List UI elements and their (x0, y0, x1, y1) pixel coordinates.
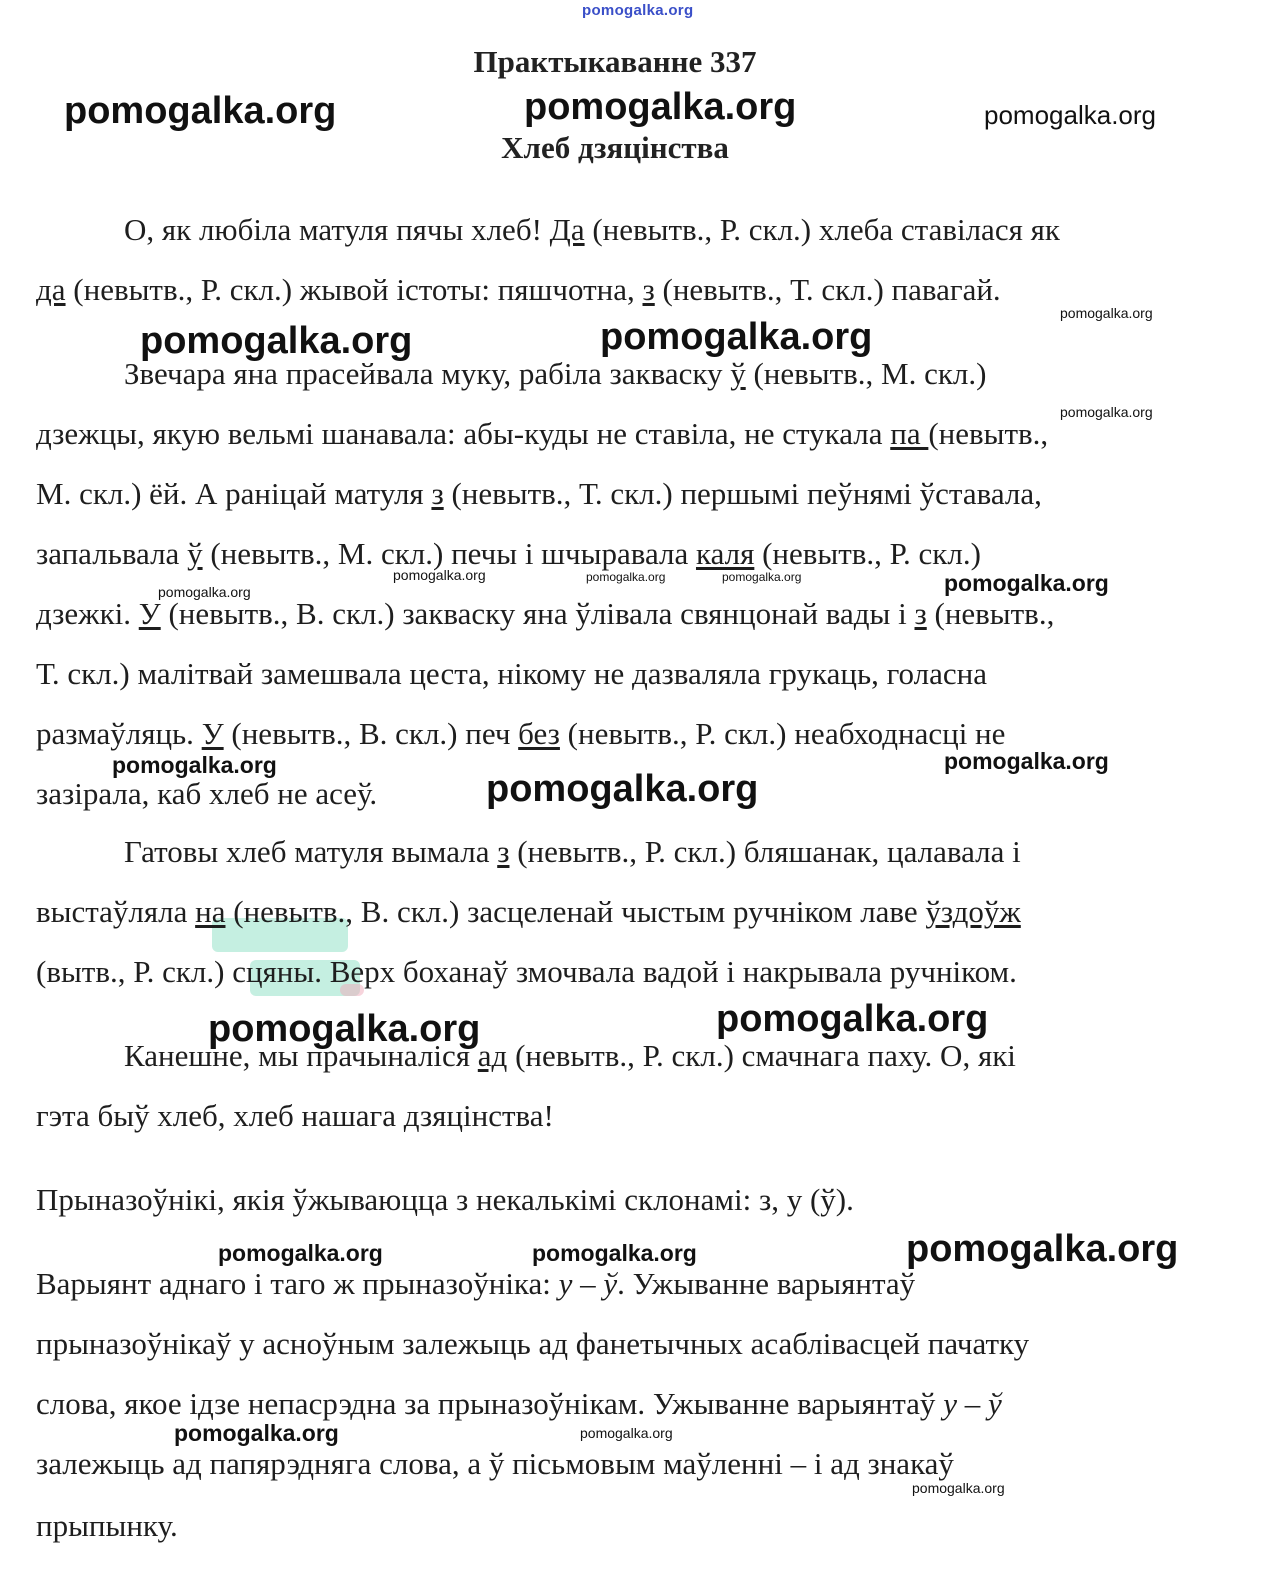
exercise-title: Практыкаванне 337 (473, 44, 757, 79)
watermark: pomogalka.org (912, 1480, 1005, 1496)
text-line: О, як любіла матуля пячы хлеб! Да (невытв., Р. скл.) хлеба ставілася як (124, 212, 1060, 247)
watermark: pomogalka.org (1060, 404, 1153, 420)
top-watermark: pomogalka.org (582, 2, 694, 19)
text-line: Канешне, мы прачыналіся ад (невытв., Р. скл.) смачнага паху. О, які (124, 1038, 1016, 1073)
text-line: Гатовы хлеб матуля вымала з (невытв., Р. скл.) бляшанак, цалавала і (124, 834, 1021, 869)
watermark: pomogalka.org (524, 86, 797, 128)
text-line: размаўляць. У (невытв., В. скл.) печ без (невытв., Р. скл.) неабходнасці не (36, 716, 1006, 751)
watermark: pomogalka.org (158, 584, 251, 600)
note-line: прыпынку. (36, 1508, 178, 1543)
text-line: запальвала ў (невытв., М. скл.) печы і шчыравала каля (невытв., Р. скл.) (36, 536, 981, 571)
text-line: М. скл.) ёй. А раніцай матуля з (невытв., Т. скл.) першымі пеўнямі ўставала, (36, 476, 1042, 511)
text-line: выстаўляла на (невытв., В. скл.) засцеленай чыстым ручніком лаве ўздоўж (36, 894, 1021, 929)
note-line: прыназоўнікаў у асноўным залежыць ад фанетычных асаблівасцей пачатку (36, 1326, 1030, 1361)
watermark: pomogalka.org (208, 1008, 481, 1050)
text-line: дзежцы, якую вельмі шанавала: абы-куды не ставіла, не стукала па (невытв., (36, 416, 1049, 451)
watermark: pomogalka.org (944, 570, 1109, 596)
watermark: pomogalka.org (586, 570, 666, 584)
watermark: pomogalka.org (174, 1420, 339, 1446)
text-title: Хлеб дзяцінства (501, 130, 729, 165)
watermark: pomogalka.org (1060, 305, 1153, 321)
watermark: pomogalka.org (580, 1425, 673, 1441)
watermark: pomogalka.org (393, 567, 486, 583)
text-line: Т. скл.) малітвай замешвала цеста, нікому не дазваляла грукаць, голасна (36, 656, 987, 691)
note-line: залежыць ад папярэдняга слова, а ў пісьмовым маўленні – і ад знакаў (36, 1446, 954, 1481)
watermark: pomogalka.org (140, 320, 413, 362)
note-line: Варыянт аднаго і таго ж прыназоўніка: у – ў. Ужыванне варыянтаў (36, 1266, 916, 1301)
watermark: pomogalka.org (486, 768, 759, 810)
watermark: pomogalka.org (600, 316, 873, 358)
watermark: pomogalka.org (532, 1240, 697, 1266)
watermark: pomogalka.org (218, 1240, 383, 1266)
watermark: pomogalka.org (716, 998, 989, 1040)
text-line: гэта быў хлеб, хлеб нашага дзяцінства! (36, 1098, 554, 1133)
watermark: pomogalka.org (944, 748, 1109, 774)
text-line: Звечара яна прасейвала муку, рабіла закваску ў (невытв., М. скл.) (124, 356, 987, 391)
text-line: да (невытв., Р. скл.) жывой істоты: пяшчотна, з (невытв., Т. скл.) павагай. (36, 272, 1001, 307)
text-line: зазірала, каб хлеб не асеў. (36, 776, 378, 811)
watermark: pomogalka.org (112, 752, 277, 778)
watermark: pomogalka.org (722, 570, 802, 584)
text-line: (вытв., Р. скл.) сцяны. Верх боханаў змочвала вадой і накрывала ручніком. (36, 954, 1017, 989)
note-line: Прыназоўнікі, якія ўжываюцца з некалькімі склонамі: з, у (ў). (36, 1182, 854, 1217)
watermark: pomogalka.org (984, 100, 1156, 130)
text-line: дзежкі. У (невытв., В. скл.) закваску яна ўлівала свянцонай вады і з (невытв., (36, 596, 1055, 631)
watermark: pomogalka.org (906, 1228, 1179, 1270)
watermark: pomogalka.org (64, 90, 337, 132)
note-line: слова, якое ідзе непасрэдна за прыназоўнікам. Ужыванне варыянтаў у – ў (36, 1386, 1002, 1421)
